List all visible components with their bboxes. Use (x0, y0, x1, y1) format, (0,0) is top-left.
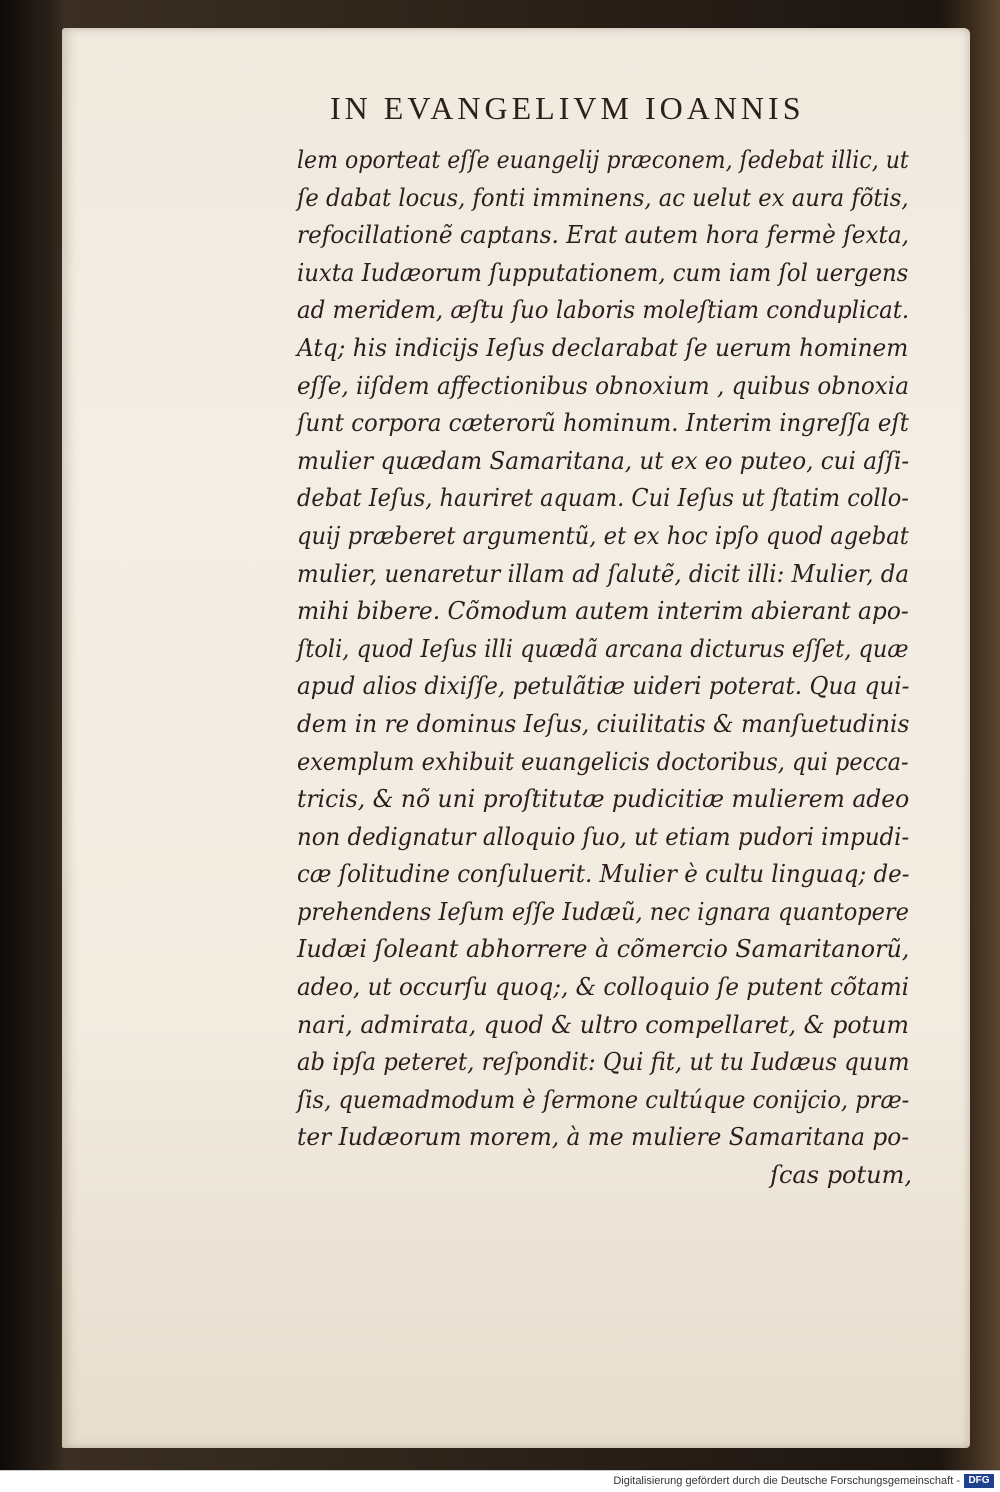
text-line: apud alios dixiſſe, petulãtiæ uideri poterat. Qua qui- (297, 672, 910, 701)
text-line: cæ ſolitudine conſuluerit. Mulier è cultu linguaq; de- (297, 860, 910, 889)
funding-credit: Digitalisierung gefördert durch die Deutsche Forschungsgemeinschaft - (613, 1475, 960, 1487)
text-line: mulier quædam Samaritana, ut ex eo puteo, cui aſſi- (297, 446, 910, 475)
text-line: exemplum exhibuit euangelicis doctoribus, qui pecca- (297, 747, 909, 776)
footer-bar (0, 1470, 1000, 1492)
text-line: ſe dabat locus, fonti imminens, ac uelut ex aura fõtis, (297, 183, 909, 212)
text-line: dem in re dominus Ieſus, ciuilitatis & manſuetudinis (297, 709, 910, 738)
text-line: quij præberet argumentũ, et ex hoc ipſo quod agebat (297, 521, 909, 550)
text-line: refocillationẽ captans. Erat autem hora fermè ſexta, (297, 221, 909, 250)
text-line: ab ipſa peteret, reſpondit: Qui fit, ut tu Iudæus quum (297, 1048, 910, 1077)
text-line: non dedignatur alloquio ſuo, ut etiam pudori impudi- (297, 822, 910, 851)
text-line: ad meridem, æſtu ſuo laboris moleſtiam conduplicat. (297, 296, 910, 325)
text-line: ſunt corpora cæterorũ hominum. Interim ingreſſa eſt (297, 409, 909, 438)
text-line: debat Ieſus, hauriret aquam. Cui Ieſus ut ſtatim collo- (297, 484, 909, 513)
main-text-block (297, 142, 917, 1195)
text-line: prehendens Ieſum eſſe Iudæũ, nec ignara quantopere (297, 897, 909, 926)
running-head: IN EVANGELIVM IOANNIS (330, 90, 805, 126)
dfg-logo: DFG (964, 1474, 994, 1488)
text-line: ſis, quemadmodum è ſermone cultúque conijcio, præ- (297, 1085, 910, 1114)
text-line: mihi bibere. Cõmodum autem interim abierant apo- (297, 597, 909, 626)
catchword-line: ſcas potum, (770, 1161, 912, 1190)
text-line: mulier, uenaretur illam ad ſalutẽ, dicit illi: Mulier, da (297, 559, 909, 588)
text-line: eſſe, iiſdem affectionibus obnoxium , quibus obnoxia (297, 371, 909, 400)
text-line: nari, admirata, quod & ultro compellaret, & potum (297, 1010, 909, 1039)
text-line: lem oporteat eſſe euangelij præconem, ſedebat illic, ut (297, 146, 909, 174)
text-line: ſtoli, quod Ieſus illi quædã arcana dicturus eſſet, quæ (297, 634, 909, 663)
text-line: adeo, ut occurſu quoq;, & colloquio ſe putent cõtami (297, 973, 910, 1002)
text-line: ter Iudæorum morem, à me muliere Samaritana po- (297, 1123, 910, 1152)
text-line: Iudæi ſoleant abhorrere à cõmercio Samaritanorũ, (297, 935, 910, 964)
text-line: iuxta Iudæorum ſupputationem, cum iam ſol uergens (297, 258, 909, 287)
text-line: tricis, & nõ uni proſtitutæ pudicitiæ mulierem adeo (297, 785, 910, 814)
text-line: Atq; his indicijs Ieſus declarabat ſe uerum hominem (297, 333, 909, 362)
